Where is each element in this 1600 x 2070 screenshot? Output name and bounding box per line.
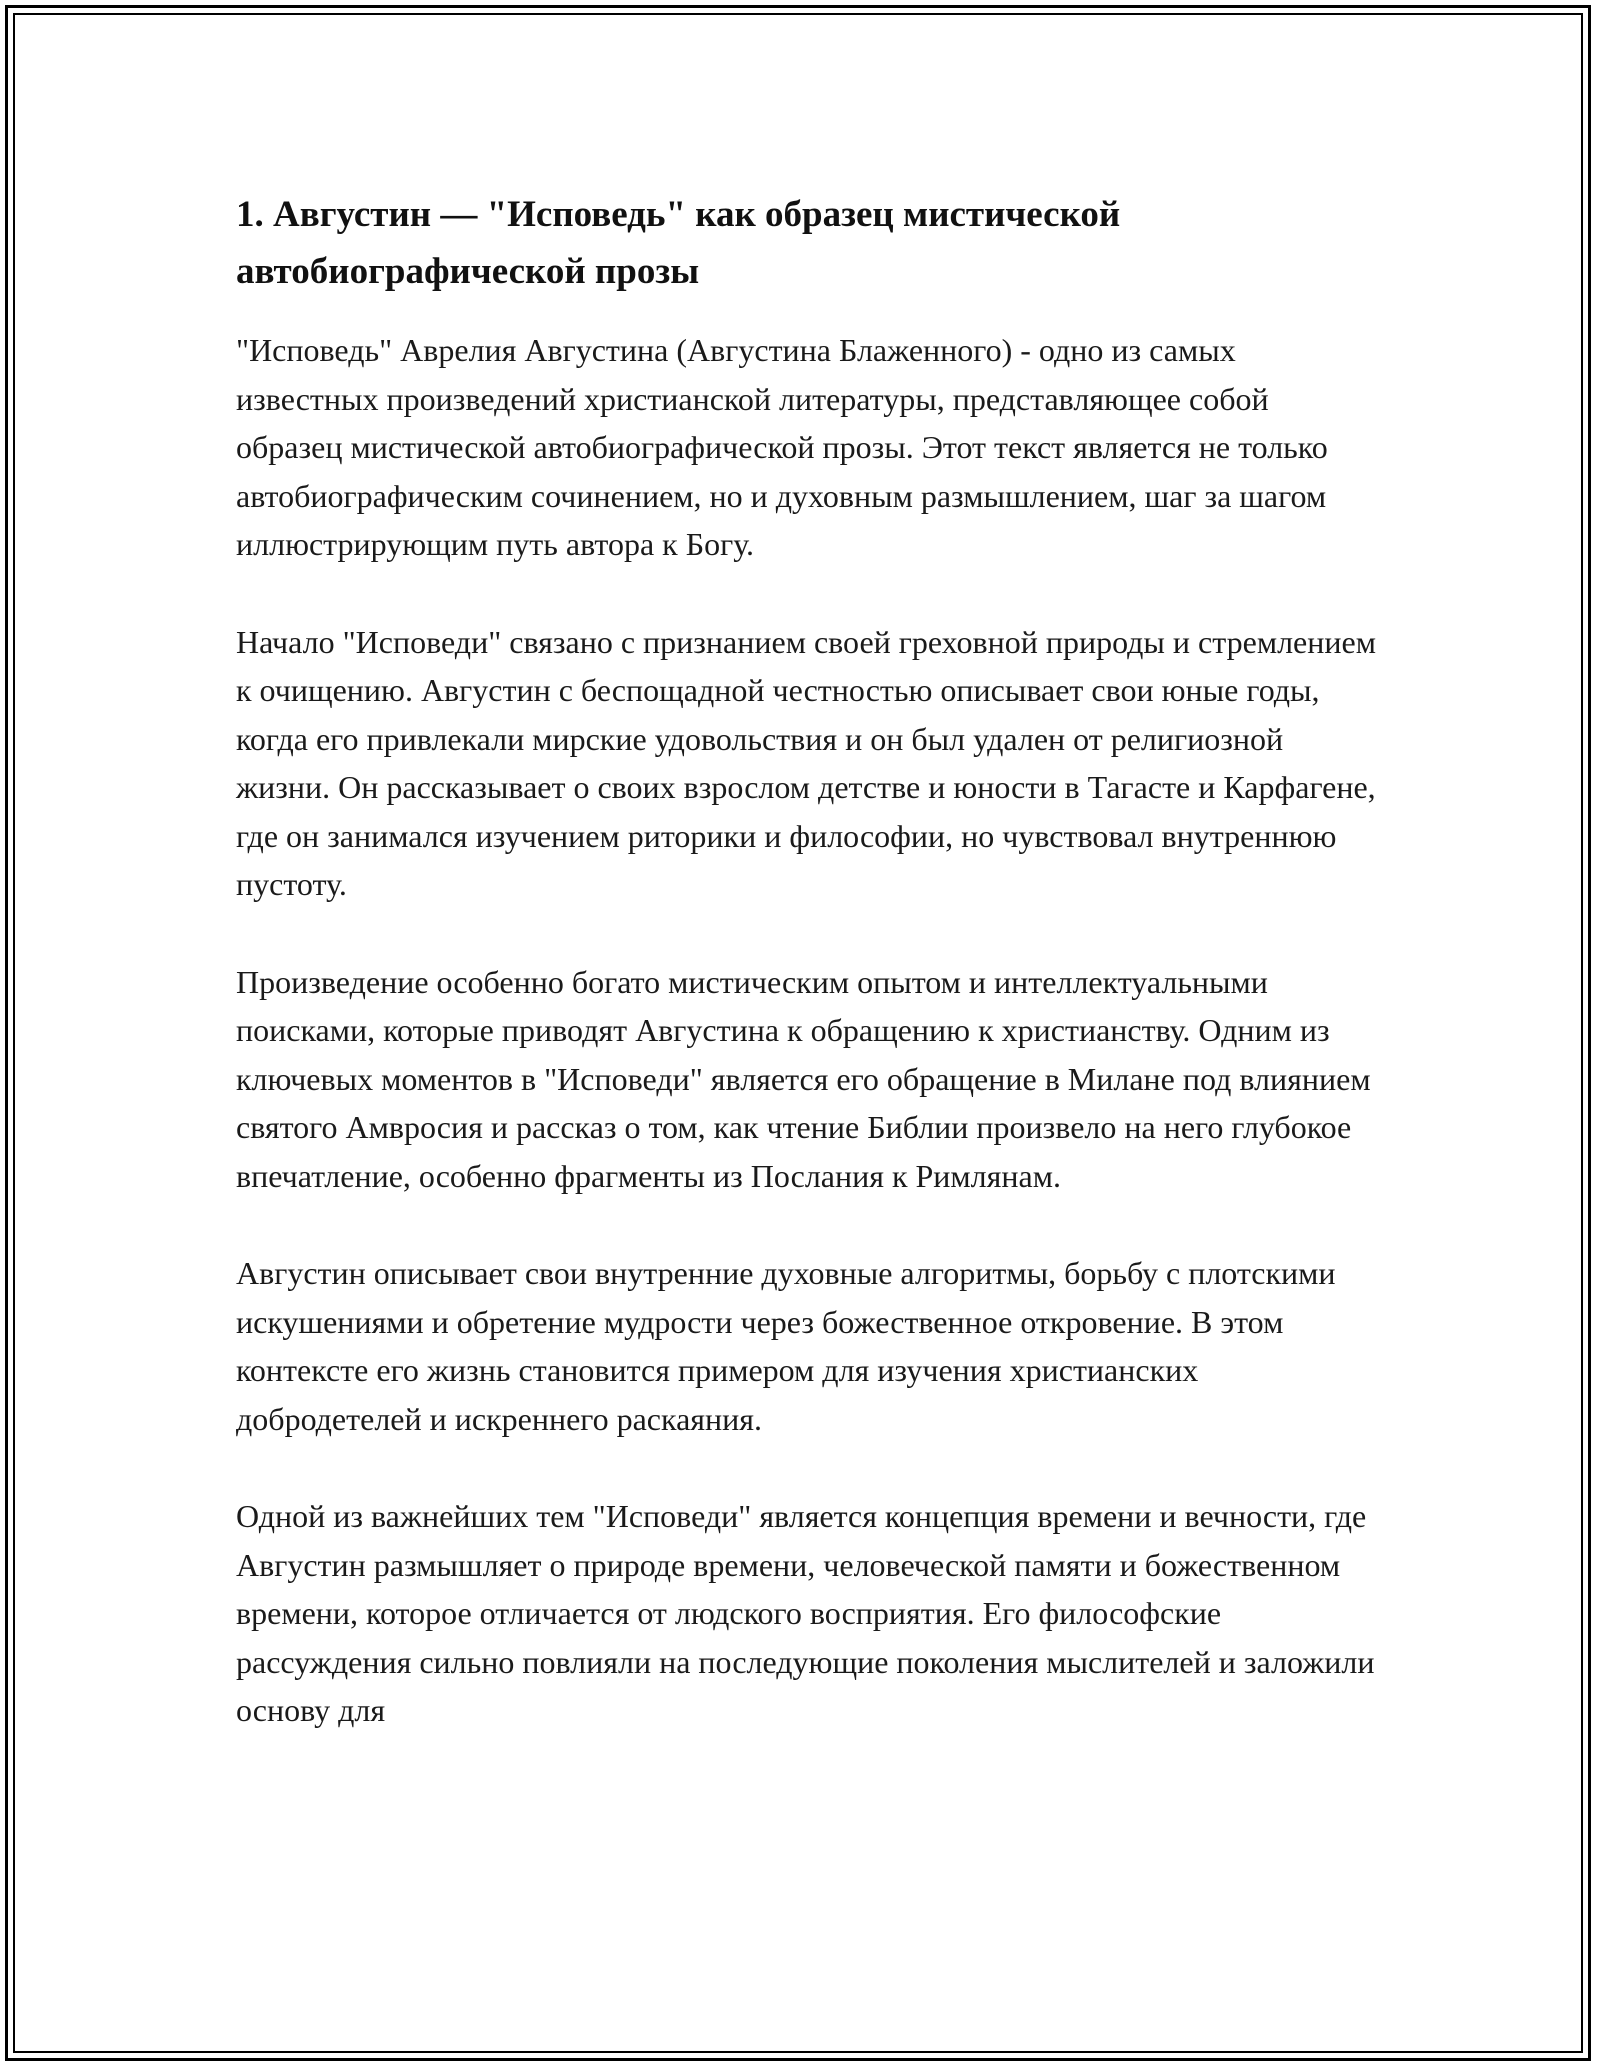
paragraph-4: Августин описывает свои внутренние духовные алгоритмы, борьбу с плотскими искушениями и обретение мудрости через божественное откровение. В этом контексте его жизнь становится примером для изучения христианских добродетелей и искреннего раскаяния. [236,1255,1336,1437]
document-body [236,186,1376,1784]
paragraph-1: "Исповедь" Аврелия Августина (Августина Блаженного) - одно из самых известных произведений христианской литературы, представляющее собой образец мистической автобиографической прозы. Этот текст является не только автобиографическим сочинением, но и духовным размышлением, шаг за шагом иллюстрирующим путь автора к Богу. [236,332,1328,562]
paragraph-2: Начало "Исповеди" связано с признанием своей греховной природы и стремлением к очищению. Августин с беспощадной честностью описывает свои юные годы, когда его привлекали мирские удовольствия и он был удален от религиозной жизни. Он рассказывает о своих взрослом детстве и юности в Тагасте и Карфагене, где он занимался изучением риторики и философии, но чувствовал внутреннюю пустоту. [236,623,1376,902]
paragraph-3: Произведение особенно богато мистическим опытом и интеллектуальными поисками, которые приводят Августина к обращению к христианству. Одним из ключевых моментов в "Исповеди" является его обращение в Милане под влиянием святого Амвросия и рассказ о том, как чтение Библии произвело на него глубокое впечатление, особенно фрагменты из Послания к Римлянам. [236,963,1371,1194]
section-title: 1. Августин — "Исповедь" как образец мистической автобиографической прозы [236,194,1121,292]
paragraph-5: Одной из важнейших тем "Исповеди" является концепция времени и вечности, где Августин размышляет о природе времени, человеческой памяти и божественном времени, которое отличается от людского восприятия. Его философские рассуждения сильно повлияли на последующие поколения мыслителей и заложили основу для [236,1498,1375,1728]
